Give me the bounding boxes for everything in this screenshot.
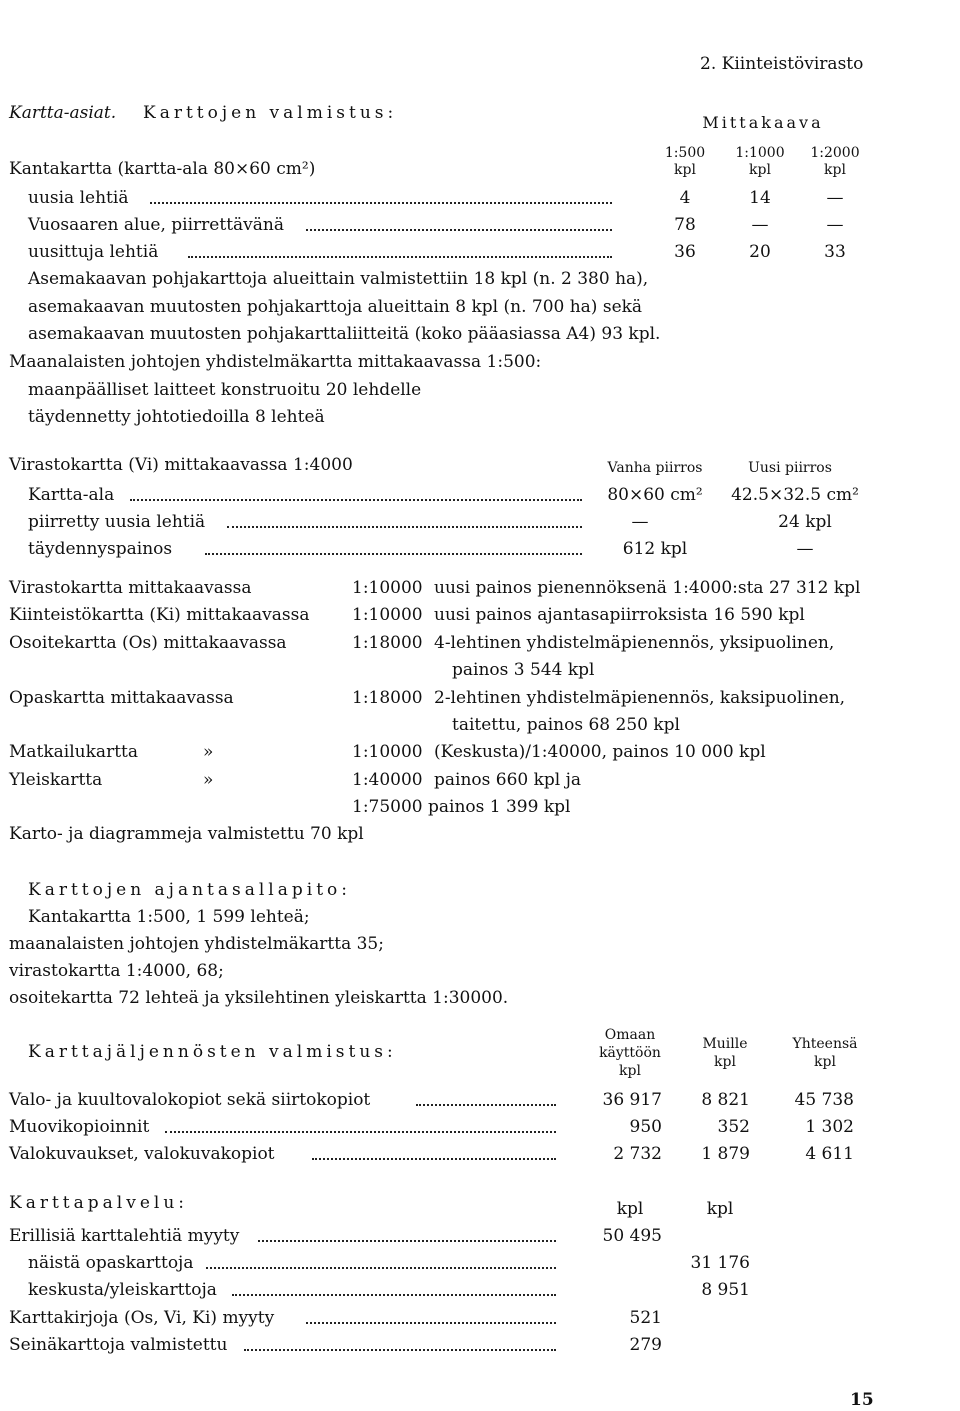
col-unit: kpl: [706, 1199, 734, 1219]
map-scale: 1:75000: [352, 797, 423, 817]
dot-leader: [206, 1267, 556, 1269]
row-label: Valo- ja kuultovalokopiot sekä siirtokopiot: [9, 1090, 371, 1110]
scale-header: Mittakaava: [702, 113, 824, 132]
row-label: täydennyspainos: [28, 539, 173, 559]
map-desc: 4-lehtinen yhdistelmäpienennös, yksipuolinen,: [434, 633, 835, 653]
dot-leader: [205, 553, 582, 555]
karto-line: Karto- ja diagrammeja valmistettu 70 kpl: [9, 824, 364, 844]
dot-leader: [306, 229, 612, 231]
scale-col-2: 1:1000: [735, 145, 785, 161]
unit-col-2: kpl: [749, 162, 771, 178]
row-value: 20: [749, 242, 771, 262]
row-label: Kartta-ala: [28, 485, 115, 505]
map-scale: 1:18000: [352, 688, 423, 708]
dot-leader: [312, 1158, 556, 1160]
row-label: Vuosaaren alue, piirrettävänä: [28, 215, 284, 235]
row-value: —: [751, 215, 769, 235]
row-value: 1 302: [805, 1117, 854, 1137]
section-title-jaljennos: Karttajäljennösten valmistus:: [28, 1042, 397, 1062]
row-value: —: [826, 215, 844, 235]
row-value: 2 732: [613, 1144, 662, 1164]
map-name: Matkailukartta: [9, 742, 138, 762]
map-scale: 1:10000: [352, 742, 423, 762]
dot-leader: [130, 499, 582, 501]
row-value: 80×60 cm²: [607, 485, 703, 505]
map-desc-continued: painos 3 544 kpl: [452, 660, 595, 680]
scale-col-1: 1:500: [664, 145, 706, 161]
row-value: —: [796, 539, 814, 559]
dot-leader: [416, 1104, 556, 1106]
ajantasa-line-2: maanalaisten johtojen yhdistelmäkartta 35;: [9, 934, 384, 954]
map-desc: uusi painos ajantasapiirroksista 16 590 kpl: [434, 605, 805, 625]
map-desc: 2-lehtinen yhdistelmäpienennös, kaksipuolinen,: [434, 688, 846, 708]
ditto-mark: »: [203, 742, 214, 762]
row-value: 950: [629, 1117, 662, 1137]
row-label: Valokuvaukset, valokuvakopiot: [9, 1144, 275, 1164]
row-label: Seinäkarttoja valmistettu: [9, 1335, 228, 1355]
virastokartta-title: Virastokartta (Vi) mittakaavassa 1:4000: [9, 455, 353, 475]
row-value: 14: [749, 188, 771, 208]
col-header-unit: kpl: [814, 1054, 836, 1070]
map-scale: 1:10000: [352, 605, 423, 625]
row-label: piirretty uusia lehtiä: [28, 512, 206, 532]
dot-leader: [232, 1294, 556, 1296]
dot-leader: [188, 256, 612, 258]
dot-leader: [306, 1322, 556, 1324]
dot-leader: [258, 1240, 556, 1242]
dot-leader: [227, 526, 582, 528]
map-desc: painos 1 399 kpl: [428, 797, 571, 817]
map-name: Virastokartta mittakaavassa: [9, 578, 252, 598]
ajantasa-line-4: osoitekartta 72 lehteä ja yksilehtinen yleiskartta 1:30000.: [9, 988, 509, 1008]
section-title-karttapalvelu: Karttapalvelu:: [9, 1193, 188, 1213]
col-header-unit: kpl: [714, 1054, 736, 1070]
map-scale: 1:40000: [352, 770, 423, 790]
maanalaisten-line-2: maanpäälliset laitteet konstruoitu 20 lehdelle: [28, 380, 422, 400]
unit-col-3: kpl: [824, 162, 846, 178]
dot-leader: [244, 1349, 556, 1351]
row-value: 24 kpl: [778, 512, 832, 532]
dot-leader: [165, 1131, 556, 1133]
unit-col-1: kpl: [674, 162, 696, 178]
map-desc-continued: taitettu, painos 68 250 kpl: [452, 715, 680, 735]
running-header: 2. Kiinteistövirasto: [700, 54, 864, 74]
row-label: keskusta/yleiskarttoja: [28, 1280, 217, 1300]
asemakaava-line-2: asemakaavan muutosten pohjakarttoja alueittain 8 kpl (n. 700 ha) sekä: [28, 297, 643, 317]
col-vanha-piirros: Vanha piirros: [607, 460, 703, 476]
col-header-yhteensa: Yhteensä: [792, 1036, 858, 1052]
dot-leader: [150, 202, 612, 204]
row-label: uusia lehtiä: [28, 188, 129, 208]
section-title-karttojen-valmistus: Karttojen valmistus:: [143, 103, 398, 123]
row-label: Karttakirjoja (Os, Vi, Ki) myyty: [9, 1308, 275, 1328]
row-label: Erillisiä karttalehtiä myyty: [9, 1226, 240, 1246]
row-value: —: [826, 188, 844, 208]
row-value: 612 kpl: [622, 539, 688, 559]
row-label: näistä opaskarttoja: [28, 1253, 194, 1273]
col-unit: kpl: [616, 1199, 644, 1219]
col-header-unit: kpl: [619, 1063, 641, 1079]
ajantasa-line-3: virastokartta 1:4000, 68;: [9, 961, 224, 981]
map-name: Opaskartta mittakaavassa: [9, 688, 234, 708]
map-scale: 1:10000: [352, 578, 423, 598]
col-header-kayttoon: käyttöön: [599, 1045, 661, 1061]
page-number: 15: [850, 1390, 874, 1410]
map-name: Yleiskartta: [9, 770, 103, 790]
asemakaava-line-3: asemakaavan muutosten pohjakarttaliitteitä (koko pääasiassa A4) 93 kpl.: [28, 324, 661, 344]
ajantasa-line-1: Kantakartta 1:500, 1 599 lehteä;: [28, 907, 310, 927]
col-header-muille: Muille: [702, 1036, 748, 1052]
row-value: 1 879: [701, 1144, 750, 1164]
row-value: 33: [824, 242, 846, 262]
row-value: 45 738: [794, 1090, 854, 1110]
ditto-mark: »: [203, 770, 214, 790]
map-desc: (Keskusta)/1:40000, painos 10 000 kpl: [434, 742, 766, 762]
row-value: 352: [717, 1117, 750, 1137]
row-value: 521: [629, 1308, 662, 1328]
maanalaisten-line-3: täydennetty johtotiedoilla 8 lehteä: [28, 407, 325, 427]
maanalaisten-line-1: Maanalaisten johtojen yhdistelmäkartta mittakaavassa 1:500:: [9, 352, 542, 372]
row-value: 50 495: [602, 1226, 662, 1246]
row-value: 4 611: [805, 1144, 854, 1164]
row-value: 8 951: [701, 1280, 750, 1300]
asemakaava-line-1: Asemakaavan pohjakarttoja alueittain valmistettiin 18 kpl (n. 2 380 ha),: [28, 269, 649, 289]
row-value: 42.5×32.5 cm²: [731, 485, 859, 505]
row-value: 31 176: [690, 1253, 750, 1273]
row-value: —: [631, 512, 649, 532]
map-scale: 1:18000: [352, 633, 423, 653]
map-desc: uusi painos pienennöksenä 1:4000:sta 27 312 kpl: [434, 578, 861, 598]
map-desc: painos 660 kpl ja: [434, 770, 582, 790]
col-uusi-piirros: Uusi piirros: [748, 460, 832, 476]
row-value: 279: [629, 1335, 662, 1355]
row-value: 78: [674, 215, 696, 235]
row-label: Muovikopioinnit: [9, 1117, 150, 1137]
row-value: 8 821: [701, 1090, 750, 1110]
row-label: uusittuja lehtiä: [28, 242, 159, 262]
row-value: 4: [679, 188, 691, 208]
section-title-ajantasallapito: Karttojen ajantasallapito:: [28, 880, 351, 900]
kantakartta-heading: Kantakartta (kartta-ala 80×60 cm²): [9, 159, 316, 179]
section-italic-label: Kartta-asiat.: [9, 103, 117, 123]
map-name: Osoitekartta (Os) mittakaavassa: [9, 633, 287, 653]
row-value: 36 917: [602, 1090, 662, 1110]
map-name: Kiinteistökartta (Ki) mittakaavassa: [9, 605, 310, 625]
row-value: 36: [674, 242, 696, 262]
col-header-omaan: Omaan: [604, 1027, 656, 1043]
scale-col-3: 1:2000: [810, 145, 860, 161]
